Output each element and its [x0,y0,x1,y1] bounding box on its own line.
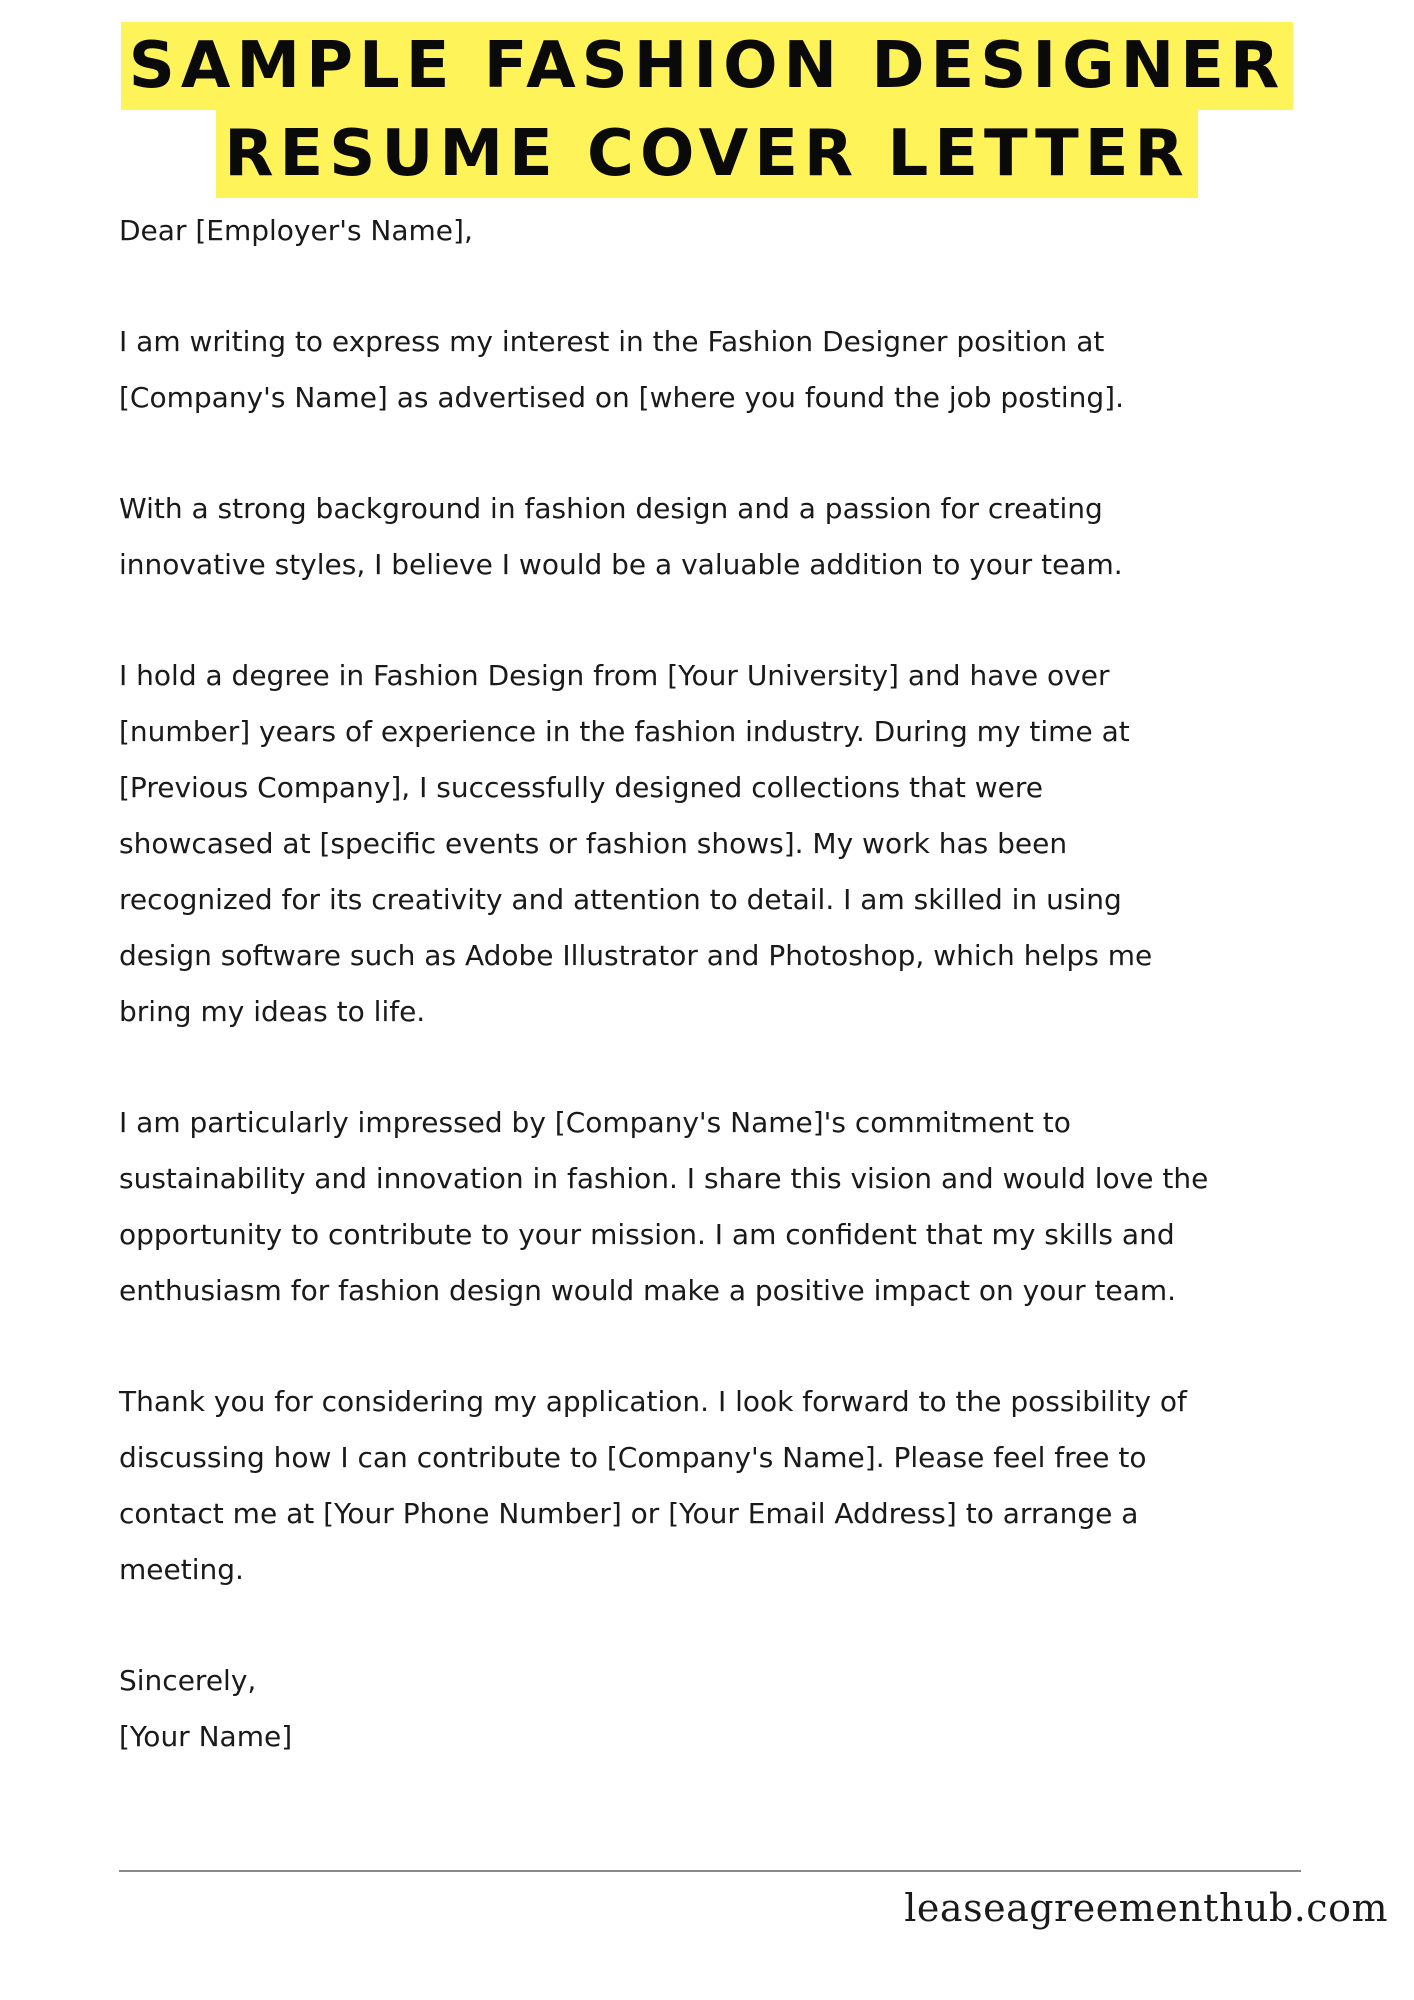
paragraph-background: With a strong background in fashion design and a passion for creating innovative styles, I believe I would be a valuable addition to your team. [119,492,1123,581]
title-line-1: SAMPLE FASHION DESIGNER [121,22,1293,110]
footer-brand: leaseagreementhub.com [904,1886,1388,1930]
title-line-2: RESUME COVER LETTER [216,110,1198,198]
paragraph-closing: Thank you for considering my application. I look forward to the possibility of discussing how I can contribute to [Company's Name]. Please feel free to contact me at [Your Phone Number] or [Your Email Address] to arrange a meeting. [119,1385,1187,1586]
page-title [0,22,1414,198]
letter-body [119,203,1319,1765]
paragraph-experience: I hold a degree in Fashion Design from [Your University] and have over [number] years of experience in the fashion industry. During my time at [Previous Company], I successfully designed collections that were showcased at [specific events or fashion shows]. My work has been recognized for its creativity and attention to detail. I am skilled in using design software such as Adobe Illustrator and Photoshop, which helps me bring my ideas to life. [119,659,1153,1028]
paragraph-company-interest: I am particularly impressed by [Company's Name]'s commitment to sustainability and innovation in fashion. I share this vision and would love the opportunity to contribute to your mission. I am confident that my skills and enthusiasm for fashion design would make a positive impact on your team. [119,1106,1209,1307]
salutation: Dear [Employer's Name], [119,214,473,247]
footer-divider [119,1870,1301,1872]
paragraph-intro: I am writing to express my interest in the Fashion Designer position at [Company's Name] as advertised on [where you found the job posting]. [119,325,1125,414]
closing-line: Sincerely, [119,1664,257,1697]
signature-name: [Your Name] [119,1720,293,1753]
